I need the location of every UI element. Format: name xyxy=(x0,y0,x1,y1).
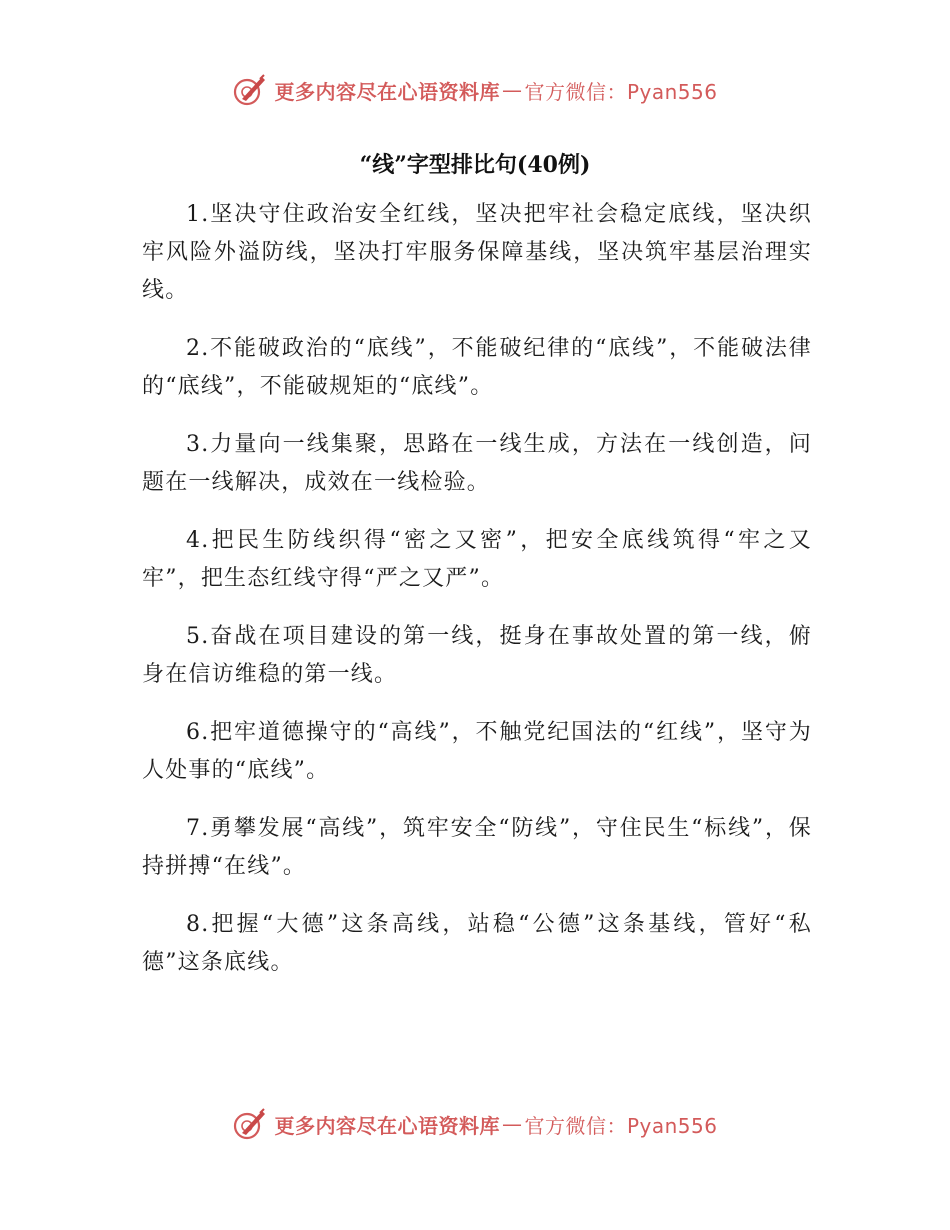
banner-text-suffix: 官方微信：Pyan556 xyxy=(524,79,718,104)
paragraph-8: 8.把握“大德”这条高线，站稳“公德”这条基线，管好“私德”这条底线。 xyxy=(142,912,812,975)
paragraph-3: 3.力量向一线集聚，思路在一线生成，方法在一线创造，问题在一线解决，成效在一线检验。 xyxy=(142,432,812,495)
banner-text-main: 更多内容尽在心语资料库 xyxy=(274,79,500,104)
paragraph-5: 5.奋战在项目建设的第一线，挺身在事故处置的第一线，俯身在信访维稳的第一线。 xyxy=(142,624,812,687)
paragraph-2: 2.不能破政治的“底线”，不能破纪律的“底线”，不能破法律的“底线”，不能破规矩的“底线”。 xyxy=(142,336,812,399)
document-title: “线”字型排比句(40例) xyxy=(359,152,591,178)
paragraph-1: 1.坚决守住政治安全红线，坚决把牢社会稳定底线，坚决织牢风险外溢防线，坚决打牢服务保障基线，坚决筑牢基层治理实线。 xyxy=(142,202,812,303)
quill-logo-icon xyxy=(232,1106,268,1142)
banner-text-suffix: 官方微信：Pyan556 xyxy=(524,1113,718,1138)
paragraph-7: 7.勇攀发展“高线”，筑牢安全“防线”，守住民生“标线”，保持拼搏“在线”。 xyxy=(142,816,812,879)
paragraph-6: 6.把牢道德操守的“高线”，不触党纪国法的“红线”，坚守为人处事的“底线”。 xyxy=(142,720,812,783)
paragraph-4: 4.把民生防线织得“密之又密”，把安全底线筑得“牢之又牢”，把生态红线守得“严之又严”。 xyxy=(142,528,812,591)
footer-banner xyxy=(0,1104,950,1144)
banner-text-main: 更多内容尽在心语资料库 xyxy=(274,1113,500,1138)
header-banner xyxy=(0,70,950,110)
banner-dash: — xyxy=(501,1112,523,1136)
banner-dash: — xyxy=(501,78,523,102)
document-body xyxy=(142,196,812,1002)
quill-logo-icon xyxy=(232,72,268,108)
